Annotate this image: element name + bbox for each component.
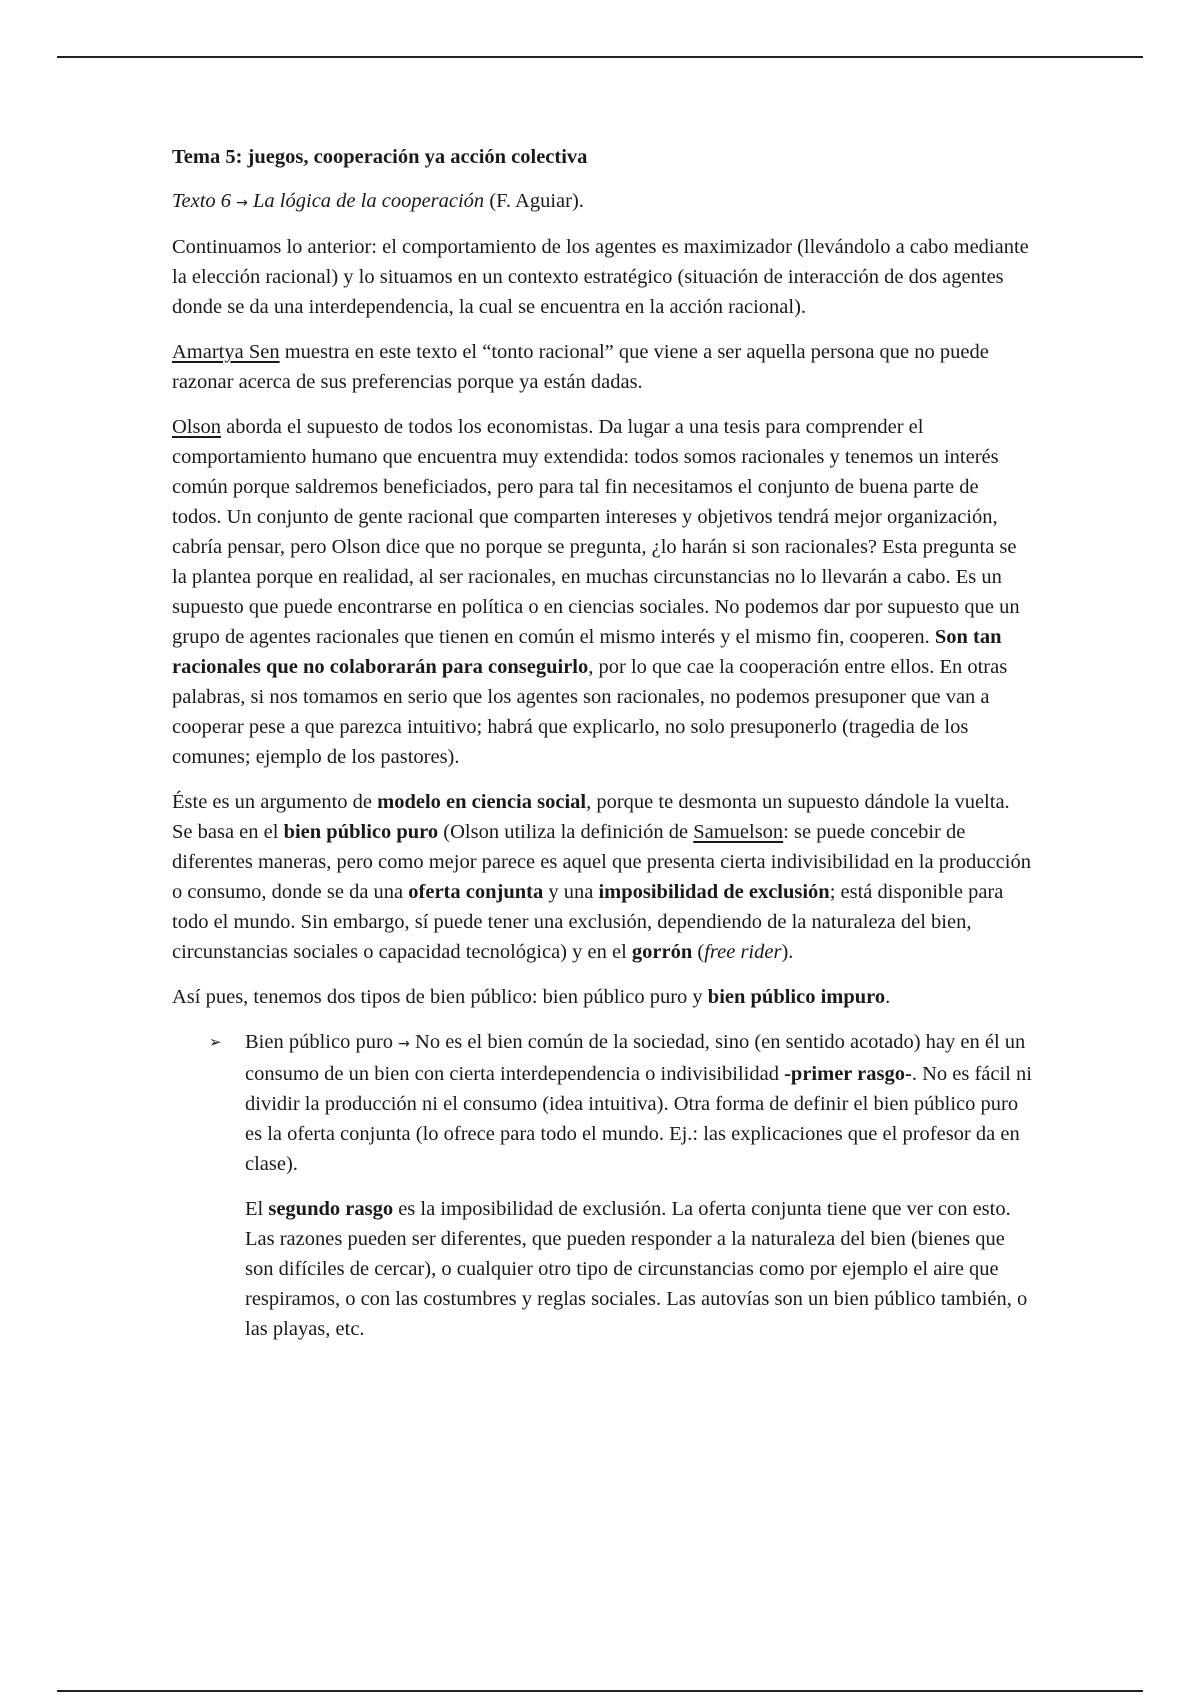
- arrow-icon: →: [398, 1036, 410, 1052]
- p5-bold: bien público impuro: [707, 986, 886, 1008]
- paragraph-3: [172, 412, 1032, 772]
- item1-bold: -primer rasgo-: [784, 1063, 912, 1085]
- p5-text: Así pues, tenemos dos tipos de bien público: bien público puro y: [172, 986, 708, 1008]
- author-name-sen: Amartya Sen: [172, 341, 280, 363]
- arrow-icon: →: [236, 195, 248, 211]
- paragraph-5: [172, 982, 1032, 1012]
- paragraph-3-bold: Son tan racionales que no colaborarán para conseguirlo: [172, 626, 1002, 678]
- p4-text-5: y una: [543, 881, 599, 903]
- text-reference: [172, 186, 1032, 218]
- paragraph-3-text-a: aborda el supuesto de todos los economistas. Da lugar a una tesis para comprender el comportamiento humano que encuentra muy extendida: todos somos racionales y tenemos un interés común porque saldremos beneficiados, pero para tal fin necesitamos el conjunto de buena parte de todos. Un conjunto de gente racional que comparten intereses y objetivos tendrá mejor organización, cabría pensar, pero Olson dice que no porque se pregunta, ¿lo harán si son racionales? Esta pregunta se la plantea porque en realidad, al ser racionales, en muchas circunstancias no lo llevarán a cabo. Es un supuesto que puede encontrarse en política o en ciencias sociales. No podemos dar por supuesto que un grupo de agentes racionales que tienen en común el mismo interés y el mismo fin, cooperen.: [172, 416, 1020, 648]
- list-item: [209, 1027, 1032, 1179]
- p4-bold-pure-good: bien público puro: [283, 821, 439, 843]
- bullet-list: [209, 1027, 1032, 1344]
- p4-text-1: Éste es un argumento de: [172, 791, 378, 813]
- p4-text-3: (Olson utiliza la definición de: [438, 821, 694, 843]
- author-name-samuelson: Samuelson: [693, 821, 784, 843]
- p4-bold-non-exclusion: imposibilidad de exclusión: [598, 881, 830, 903]
- work-author: (F. Aguiar).: [484, 190, 584, 212]
- p4-italic-free-rider: free rider: [704, 941, 782, 963]
- p4-text-6: ; está disponible para todo el mundo. Sin embargo, sí puede tener una exclusión, dependiendo de la naturaleza del bien, circunstancias sociales o capacidad tecnológica) y en el: [172, 881, 1004, 963]
- paragraph-4: [172, 787, 1032, 967]
- p4-text-2: , porque te desmonta un supuesto dándole la vuelta. Se basa en el: [172, 791, 1010, 843]
- p4-text-7: (: [692, 941, 705, 963]
- bottom-rule: [57, 1690, 1143, 1692]
- paragraph-2-text: muestra en este texto el “tonto racional” que viene a ser aquella persona que no puede razonar acerca de sus preferencias porque ya están dadas.: [172, 341, 989, 393]
- document-body: [172, 142, 1032, 1359]
- p5-end: .: [885, 986, 891, 1008]
- paragraph-3-text-b: , por lo que cae la cooperación entre ellos. En otras palabras, si nos tomamos en serio que los agentes son racionales, no podemos presuponer que van a cooperar pese a que parezca intuitivo; habrá que explicarlo, no solo presuponerlo (tragedia de los comunes; ejemplo de los pastores).: [172, 656, 1008, 768]
- author-name-olson: Olson: [172, 416, 221, 438]
- paragraph-2: [172, 337, 1032, 397]
- page-title: Tema 5: juegos, cooperación ya acción colectiva: [172, 146, 588, 168]
- item1-text-c: . No es fácil ni dividir la producción ni el consumo (idea intuitiva). Otra forma de definir el bien público puro es la oferta conjunta (lo ofrece para todo el mundo. Ej.: las explicaciones que el profesor da en clase).: [245, 1063, 1032, 1175]
- paragraph-1: Continuamos lo anterior: el comportamiento de los agentes es maximizador (llevándolo a cabo mediante la elección racional) y lo situamos en un contexto estratégico (situación de interacción de dos agentes donde se da una interdependencia, la cual se encuentra en la acción racional).: [172, 236, 1029, 318]
- item2-text-a: El: [245, 1198, 269, 1220]
- arrowhead-bullet-icon: ➢: [209, 1033, 222, 1051]
- p4-text-8: ).: [781, 941, 794, 963]
- top-rule: [57, 56, 1143, 58]
- p4-bold-model: modelo en ciencia social: [377, 791, 587, 813]
- item2-bold: segundo rasgo: [268, 1198, 394, 1220]
- text-label: Texto 6: [172, 190, 232, 212]
- item2-text-b: es la imposibilidad de exclusión. La oferta conjunta tiene que ver con esto. Las razones pueden ser diferentes, que pueden responder a la naturaleza del bien (bienes que son difíciles de cercar), o cualquier otro tipo de circunstancias como por ejemplo el aire que respiramos, o con las costumbres y reglas sociales. Las autovías son un bien público también, o las playas, etc.: [245, 1198, 1028, 1340]
- p4-bold-free-rider: gorrón: [631, 941, 693, 963]
- item1-text-b: No es el bien común de la sociedad, sino (en sentido acotado) hay en él un consumo de un bien con cierta interdependencia o indivisibilidad: [245, 1031, 1026, 1085]
- p4-text-4: : se puede concebir de diferentes maneras, pero como mejor parece es aquel que presenta cierta indivisibilidad en la producción o consumo, donde se da una: [172, 821, 1031, 903]
- item1-text-a: Bien público puro: [245, 1031, 399, 1053]
- list-item-continuation: [245, 1194, 1032, 1344]
- p4-bold-joint-supply: oferta conjunta: [408, 881, 544, 903]
- work-title: La lógica de la cooperación: [253, 190, 485, 212]
